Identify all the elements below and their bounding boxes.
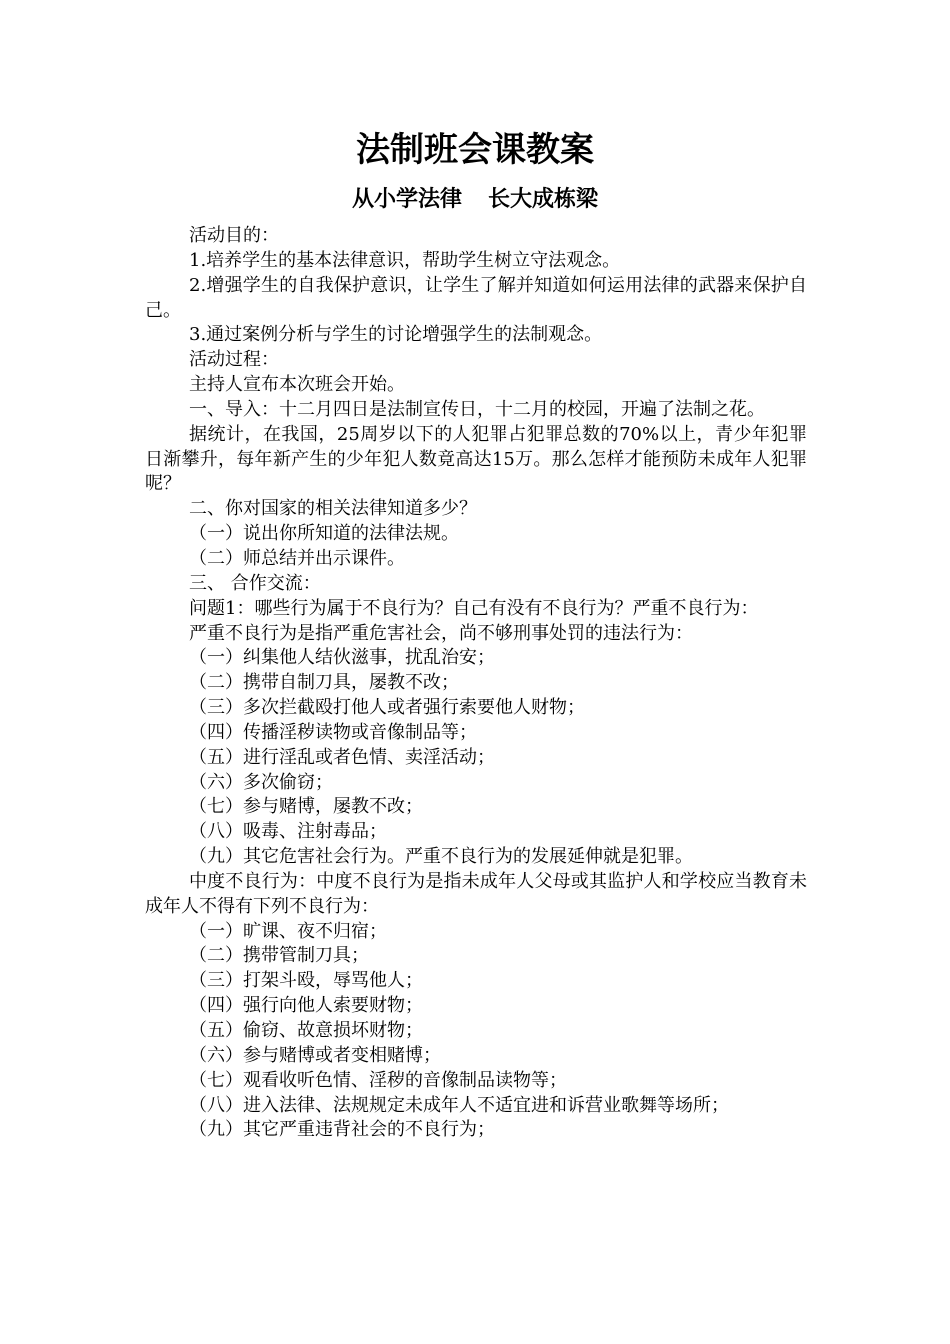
paragraph: （六）参与赌博或者变相赌博； [189, 1044, 441, 1066]
subtitle-right: 长大成栋梁 [488, 187, 599, 212]
paragraph: 1.培养学生的基本法律意识，帮助学生树立守法观念。 [189, 249, 621, 271]
paragraph: （六）多次偷窃； [189, 771, 333, 793]
paragraph: 据统计，在我国，25周岁以下的人犯罪占犯罪总数的70%以上，青少年犯罪日渐攀升，每年新产生的少年犯人数竟高达15万。那么怎样才能预防未成年人犯罪呢？ [145, 423, 807, 495]
paragraph: （八）吸毒、注射毒品； [189, 821, 387, 843]
paragraph: 三、 合作交流： [189, 572, 321, 594]
paragraph: （三）打架斗殴，辱骂他人； [189, 970, 423, 992]
document-subtitle [0, 184, 950, 216]
paragraph: （五）进行淫乱或者色情、卖淫活动； [189, 746, 495, 768]
paragraph: （九）其它严重违背社会的不良行为； [189, 1119, 495, 1141]
paragraph: 主持人宣布本次班会开始。 [189, 374, 405, 396]
paragraph: （一）旷课、夜不归宿； [189, 920, 387, 942]
paragraph: 3.通过案例分析与学生的讨论增强学生的法制观念。 [189, 324, 603, 346]
paragraph: 严重不良行为是指严重危害社会，尚不够刑事处罚的违法行为： [189, 622, 693, 644]
paragraph: （二）携带自制刀具，屡教不改； [189, 672, 459, 694]
document-body [145, 224, 807, 1143]
paragraph: （五）偷窃、故意损坏财物； [189, 1020, 423, 1041]
paragraph: 活动过程： [189, 349, 279, 371]
paragraph: 活动目的： [189, 225, 279, 246]
paragraph: 问题1：哪些行为属于不良行为？自己有没有不良行为？严重不良行为： [189, 597, 759, 619]
paragraph: （四）强行向他人索要财物； [189, 995, 423, 1017]
paragraph: 2.增强学生的自我保护意识，让学生了解并知道如何运用法律的武器来保护自己。 [145, 274, 807, 321]
paragraph: （八）进入法律、法规规定未成年人不适宜进和诉营业歌舞等场所； [189, 1094, 729, 1116]
paragraph: （四）传播淫秽读物或音像制品等； [189, 721, 477, 743]
paragraph: （七）观看收听色情、淫秽的音像制品读物等； [189, 1069, 567, 1091]
paragraph: （三）多次拦截殴打他人或者强行索要他人财物； [189, 697, 585, 719]
paragraph: （二）师总结并出示课件。 [189, 547, 405, 569]
paragraph: 二、你对国家的相关法律知道多少？ [189, 498, 477, 520]
paragraph: （一）说出你所知道的法律法规。 [189, 523, 459, 545]
paragraph: （二）携带管制刀具； [189, 945, 369, 967]
document-title: 法制班会课教案 [356, 130, 594, 170]
paragraph: 一、导入：十二月四日是法制宣传日，十二月的校园，开遍了法制之花。 [189, 398, 765, 420]
paragraph: （一）纠集他人结伙滋事，扰乱治安； [189, 647, 495, 669]
paragraph: （七）参与赌博，屡教不改； [189, 796, 423, 818]
paragraph: （九）其它危害社会行为。严重不良行为的发展延伸就是犯罪。 [189, 846, 693, 868]
subtitle-left: 从小学法律 [351, 187, 462, 212]
paragraph: 中度不良行为：中度不良行为是指未成年人父母或其监护人和学校应当教育未成年人不得有下列不良行为： [145, 870, 807, 917]
